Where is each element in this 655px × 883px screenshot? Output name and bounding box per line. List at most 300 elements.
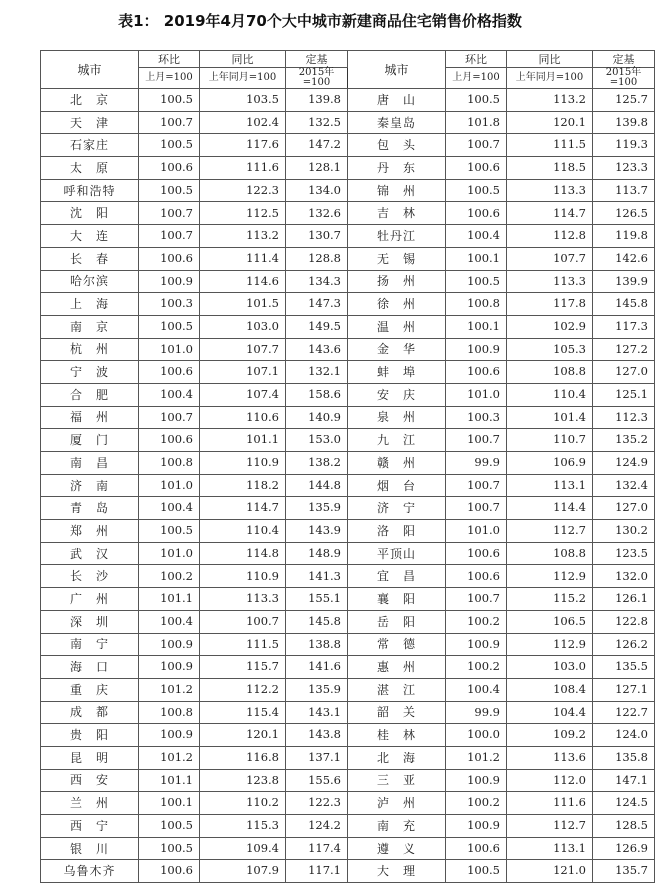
left-mom-cell: 101.0 — [139, 338, 200, 361]
left-base-cell: 143.9 — [286, 520, 348, 543]
table-row — [41, 225, 655, 248]
right-base-cell: 139.9 — [593, 270, 655, 293]
table-row — [41, 837, 655, 860]
left-mom-cell: 100.7 — [139, 202, 200, 225]
right-base-cell: 125.1 — [593, 383, 655, 406]
header-base-sub-right: 2015年=100 — [593, 68, 655, 89]
right-base-cell: 112.3 — [593, 406, 655, 429]
right-base-cell: 113.7 — [593, 179, 655, 202]
left-base-cell: 138.8 — [286, 633, 348, 656]
right-yoy-cell: 118.5 — [507, 157, 593, 180]
right-yoy-cell: 109.2 — [507, 724, 593, 747]
left-mom-cell: 100.5 — [139, 179, 200, 202]
right-mom-cell: 100.3 — [446, 406, 507, 429]
left-yoy-cell: 102.4 — [200, 111, 286, 134]
right-city-cell: 安 庆 — [348, 383, 446, 406]
left-base-cell: 134.3 — [286, 270, 348, 293]
right-base-cell: 127.0 — [593, 497, 655, 520]
right-mom-cell: 99.9 — [446, 452, 507, 475]
left-base-cell: 155.6 — [286, 769, 348, 792]
right-yoy-cell: 108.8 — [507, 361, 593, 384]
right-city-cell: 唐 山 — [348, 89, 446, 112]
right-mom-cell: 100.6 — [446, 157, 507, 180]
left-base-cell: 135.9 — [286, 497, 348, 520]
right-city-cell: 包 头 — [348, 134, 446, 157]
left-yoy-cell: 115.4 — [200, 701, 286, 724]
right-base-cell: 122.7 — [593, 701, 655, 724]
left-mom-cell: 100.6 — [139, 247, 200, 270]
right-base-cell: 122.8 — [593, 610, 655, 633]
table-row — [41, 452, 655, 475]
left-mom-cell: 100.9 — [139, 724, 200, 747]
left-yoy-cell: 118.2 — [200, 474, 286, 497]
left-mom-cell: 100.5 — [139, 520, 200, 543]
right-mom-cell: 100.7 — [446, 497, 507, 520]
left-base-cell: 138.2 — [286, 452, 348, 475]
left-yoy-cell: 123.8 — [200, 769, 286, 792]
left-city-cell: 厦 门 — [41, 429, 139, 452]
table-row — [41, 678, 655, 701]
left-base-cell: 149.5 — [286, 315, 348, 338]
left-mom-cell: 100.7 — [139, 406, 200, 429]
left-mom-cell: 100.9 — [139, 656, 200, 679]
right-mom-cell: 100.9 — [446, 815, 507, 838]
left-city-cell: 郑 州 — [41, 520, 139, 543]
right-mom-cell: 100.7 — [446, 429, 507, 452]
right-mom-cell: 100.4 — [446, 225, 507, 248]
page-title: 表1： 2019年4月70个大中城市新建商品住宅销售价格指数 — [118, 12, 522, 30]
header-yoy-sub: 上年同月=100 — [200, 68, 286, 89]
table-row — [41, 565, 655, 588]
right-mom-cell: 100.2 — [446, 656, 507, 679]
right-yoy-cell: 114.7 — [507, 202, 593, 225]
left-mom-cell: 100.6 — [139, 157, 200, 180]
left-base-cell: 132.5 — [286, 111, 348, 134]
right-city-cell: 桂 林 — [348, 724, 446, 747]
left-mom-cell: 100.4 — [139, 497, 200, 520]
left-yoy-cell: 115.7 — [200, 656, 286, 679]
right-base-cell: 135.8 — [593, 746, 655, 769]
left-city-cell: 宁 波 — [41, 361, 139, 384]
right-mom-cell: 100.7 — [446, 134, 507, 157]
left-mom-cell: 101.2 — [139, 678, 200, 701]
right-yoy-cell: 112.9 — [507, 565, 593, 588]
right-yoy-cell: 120.1 — [507, 111, 593, 134]
header-base-sub: 2015年=100 — [286, 68, 348, 89]
right-mom-cell: 100.8 — [446, 293, 507, 316]
left-mom-cell: 100.9 — [139, 270, 200, 293]
right-city-cell: 韶 关 — [348, 701, 446, 724]
left-yoy-cell: 111.6 — [200, 157, 286, 180]
left-mom-cell: 101.0 — [139, 474, 200, 497]
left-city-cell: 长 沙 — [41, 565, 139, 588]
table-row — [41, 497, 655, 520]
header-mom: 环比 — [139, 51, 200, 68]
left-base-cell: 128.8 — [286, 247, 348, 270]
right-yoy-cell: 115.2 — [507, 588, 593, 611]
left-city-cell: 青 岛 — [41, 497, 139, 520]
right-yoy-cell: 113.1 — [507, 837, 593, 860]
left-city-cell: 上 海 — [41, 293, 139, 316]
right-base-cell: 135.7 — [593, 860, 655, 883]
right-mom-cell: 100.1 — [446, 315, 507, 338]
right-city-cell: 平顶山 — [348, 542, 446, 565]
left-city-cell: 石家庄 — [41, 134, 139, 157]
left-mom-cell: 100.4 — [139, 610, 200, 633]
left-city-cell: 济 南 — [41, 474, 139, 497]
left-city-cell: 北 京 — [41, 89, 139, 112]
left-city-cell: 西 安 — [41, 769, 139, 792]
left-base-cell: 158.6 — [286, 383, 348, 406]
left-city-cell: 银 川 — [41, 837, 139, 860]
left-yoy-cell: 110.4 — [200, 520, 286, 543]
table-row — [41, 815, 655, 838]
table-row — [41, 724, 655, 747]
left-yoy-cell: 101.5 — [200, 293, 286, 316]
right-city-cell: 宜 昌 — [348, 565, 446, 588]
right-yoy-cell: 106.9 — [507, 452, 593, 475]
right-mom-cell: 100.5 — [446, 860, 507, 883]
table-row — [41, 610, 655, 633]
table-row — [41, 134, 655, 157]
left-yoy-cell: 110.2 — [200, 792, 286, 815]
right-mom-cell: 100.7 — [446, 588, 507, 611]
right-city-cell: 徐 州 — [348, 293, 446, 316]
right-base-cell: 139.8 — [593, 111, 655, 134]
right-city-cell: 北 海 — [348, 746, 446, 769]
left-yoy-cell: 107.4 — [200, 383, 286, 406]
right-city-cell: 烟 台 — [348, 474, 446, 497]
left-city-cell: 兰 州 — [41, 792, 139, 815]
right-base-cell: 126.1 — [593, 588, 655, 611]
left-city-cell: 沈 阳 — [41, 202, 139, 225]
right-mom-cell: 101.8 — [446, 111, 507, 134]
right-base-cell: 135.2 — [593, 429, 655, 452]
right-city-cell: 吉 林 — [348, 202, 446, 225]
right-mom-cell: 100.6 — [446, 361, 507, 384]
right-yoy-cell: 113.1 — [507, 474, 593, 497]
left-yoy-cell: 113.2 — [200, 225, 286, 248]
table-row — [41, 270, 655, 293]
left-yoy-cell: 100.7 — [200, 610, 286, 633]
left-city-cell: 天 津 — [41, 111, 139, 134]
left-base-cell: 143.8 — [286, 724, 348, 747]
right-base-cell: 145.8 — [593, 293, 655, 316]
left-yoy-cell: 107.1 — [200, 361, 286, 384]
right-city-cell: 无 锡 — [348, 247, 446, 270]
table-row — [41, 338, 655, 361]
right-base-cell: 126.9 — [593, 837, 655, 860]
left-base-cell: 143.6 — [286, 338, 348, 361]
right-base-cell: 147.1 — [593, 769, 655, 792]
header-base-right: 定基 — [593, 51, 655, 68]
left-base-cell: 132.6 — [286, 202, 348, 225]
left-base-cell: 128.1 — [286, 157, 348, 180]
right-city-cell: 九 江 — [348, 429, 446, 452]
right-city-cell: 扬 州 — [348, 270, 446, 293]
left-base-cell: 144.8 — [286, 474, 348, 497]
table-row — [41, 315, 655, 338]
right-mom-cell: 100.6 — [446, 837, 507, 860]
right-mom-cell: 101.0 — [446, 520, 507, 543]
right-base-cell: 128.5 — [593, 815, 655, 838]
header-mom-right: 环比 — [446, 51, 507, 68]
left-base-cell: 153.0 — [286, 429, 348, 452]
table-row — [41, 179, 655, 202]
left-yoy-cell: 115.3 — [200, 815, 286, 838]
left-city-cell: 广 州 — [41, 588, 139, 611]
left-mom-cell: 100.3 — [139, 293, 200, 316]
right-yoy-cell: 117.8 — [507, 293, 593, 316]
table-row — [41, 520, 655, 543]
right-yoy-cell: 113.3 — [507, 179, 593, 202]
left-city-cell: 昆 明 — [41, 746, 139, 769]
left-mom-cell: 100.5 — [139, 89, 200, 112]
left-mom-cell: 100.5 — [139, 837, 200, 860]
right-yoy-cell: 113.2 — [507, 89, 593, 112]
left-mom-cell: 100.6 — [139, 361, 200, 384]
right-yoy-cell: 103.0 — [507, 656, 593, 679]
left-city-cell: 南 京 — [41, 315, 139, 338]
left-base-cell: 122.3 — [286, 792, 348, 815]
left-yoy-cell: 112.5 — [200, 202, 286, 225]
left-mom-cell: 100.1 — [139, 792, 200, 815]
right-yoy-cell: 113.3 — [507, 270, 593, 293]
left-city-cell: 武 汉 — [41, 542, 139, 565]
left-mom-cell: 100.5 — [139, 134, 200, 157]
right-yoy-cell: 111.5 — [507, 134, 593, 157]
left-base-cell: 132.1 — [286, 361, 348, 384]
right-mom-cell: 100.2 — [446, 792, 507, 815]
right-city-cell: 大 理 — [348, 860, 446, 883]
left-city-cell: 南 宁 — [41, 633, 139, 656]
right-yoy-cell: 112.9 — [507, 633, 593, 656]
right-yoy-cell: 112.0 — [507, 769, 593, 792]
right-base-cell: 124.9 — [593, 452, 655, 475]
right-yoy-cell: 106.5 — [507, 610, 593, 633]
right-mom-cell: 100.4 — [446, 678, 507, 701]
right-yoy-cell: 113.6 — [507, 746, 593, 769]
price-index-table — [40, 50, 655, 883]
left-mom-cell: 101.2 — [139, 746, 200, 769]
right-yoy-cell: 111.6 — [507, 792, 593, 815]
left-base-cell: 141.6 — [286, 656, 348, 679]
right-mom-cell: 100.2 — [446, 610, 507, 633]
right-city-cell: 南 充 — [348, 815, 446, 838]
left-yoy-cell: 114.7 — [200, 497, 286, 520]
left-mom-cell: 101.1 — [139, 588, 200, 611]
left-city-cell: 深 圳 — [41, 610, 139, 633]
right-yoy-cell: 102.9 — [507, 315, 593, 338]
right-city-cell: 泸 州 — [348, 792, 446, 815]
table-row — [41, 293, 655, 316]
right-yoy-cell: 101.4 — [507, 406, 593, 429]
table-row — [41, 656, 655, 679]
table-row — [41, 542, 655, 565]
left-mom-cell: 100.6 — [139, 860, 200, 883]
left-yoy-cell: 107.7 — [200, 338, 286, 361]
left-city-cell: 南 昌 — [41, 452, 139, 475]
left-base-cell: 130.7 — [286, 225, 348, 248]
right-mom-cell: 100.9 — [446, 633, 507, 656]
right-yoy-cell: 104.4 — [507, 701, 593, 724]
left-base-cell: 140.9 — [286, 406, 348, 429]
right-mom-cell: 101.0 — [446, 383, 507, 406]
left-mom-cell: 101.0 — [139, 542, 200, 565]
right-yoy-cell: 107.7 — [507, 247, 593, 270]
left-base-cell: 135.9 — [286, 678, 348, 701]
header-city-right: 城市 — [348, 51, 446, 89]
left-mom-cell: 100.2 — [139, 565, 200, 588]
table-row — [41, 111, 655, 134]
right-base-cell: 130.2 — [593, 520, 655, 543]
left-yoy-cell: 109.4 — [200, 837, 286, 860]
right-yoy-cell: 110.4 — [507, 383, 593, 406]
right-base-cell: 123.3 — [593, 157, 655, 180]
left-city-cell: 长 春 — [41, 247, 139, 270]
left-base-cell: 117.4 — [286, 837, 348, 860]
left-yoy-cell: 116.8 — [200, 746, 286, 769]
right-mom-cell: 100.0 — [446, 724, 507, 747]
right-base-cell: 124.5 — [593, 792, 655, 815]
table-row — [41, 429, 655, 452]
right-mom-cell: 100.5 — [446, 179, 507, 202]
right-city-cell: 赣 州 — [348, 452, 446, 475]
left-mom-cell: 100.5 — [139, 815, 200, 838]
left-base-cell: 155.1 — [286, 588, 348, 611]
left-city-cell: 合 肥 — [41, 383, 139, 406]
table-row — [41, 383, 655, 406]
table-row — [41, 202, 655, 225]
right-base-cell: 119.8 — [593, 225, 655, 248]
right-mom-cell: 100.5 — [446, 89, 507, 112]
table-row — [41, 247, 655, 270]
right-mom-cell: 100.6 — [446, 542, 507, 565]
right-base-cell: 126.5 — [593, 202, 655, 225]
right-city-cell: 金 华 — [348, 338, 446, 361]
left-base-cell: 117.1 — [286, 860, 348, 883]
table-row — [41, 769, 655, 792]
left-city-cell: 杭 州 — [41, 338, 139, 361]
right-mom-cell: 101.2 — [446, 746, 507, 769]
table-row — [41, 860, 655, 883]
right-city-cell: 襄 阳 — [348, 588, 446, 611]
left-base-cell: 124.2 — [286, 815, 348, 838]
header-city: 城市 — [41, 51, 139, 89]
right-city-cell: 丹 东 — [348, 157, 446, 180]
left-base-cell: 148.9 — [286, 542, 348, 565]
right-city-cell: 秦皇岛 — [348, 111, 446, 134]
left-mom-cell: 100.7 — [139, 225, 200, 248]
left-mom-cell: 100.9 — [139, 633, 200, 656]
table-row — [41, 406, 655, 429]
header-mom-sub-right: 上月=100 — [446, 68, 507, 89]
right-base-cell: 132.0 — [593, 565, 655, 588]
right-base-cell: 127.1 — [593, 678, 655, 701]
left-mom-cell: 100.5 — [139, 315, 200, 338]
right-base-cell: 117.3 — [593, 315, 655, 338]
right-base-cell: 125.7 — [593, 89, 655, 112]
table-row — [41, 361, 655, 384]
left-city-cell: 呼和浩特 — [41, 179, 139, 202]
right-mom-cell: 100.6 — [446, 202, 507, 225]
table-row — [41, 746, 655, 769]
left-yoy-cell: 117.6 — [200, 134, 286, 157]
header-base: 定基 — [286, 51, 348, 68]
left-mom-cell: 100.6 — [139, 429, 200, 452]
right-mom-cell: 100.9 — [446, 769, 507, 792]
right-base-cell: 135.5 — [593, 656, 655, 679]
left-yoy-cell: 110.9 — [200, 565, 286, 588]
left-yoy-cell: 101.1 — [200, 429, 286, 452]
left-city-cell: 重 庆 — [41, 678, 139, 701]
table-row — [41, 633, 655, 656]
left-city-cell: 福 州 — [41, 406, 139, 429]
left-yoy-cell: 114.6 — [200, 270, 286, 293]
right-base-cell: 127.2 — [593, 338, 655, 361]
right-mom-cell: 100.6 — [446, 565, 507, 588]
left-city-cell: 乌鲁木齐 — [41, 860, 139, 883]
right-city-cell: 湛 江 — [348, 678, 446, 701]
left-base-cell: 139.8 — [286, 89, 348, 112]
right-mom-cell: 99.9 — [446, 701, 507, 724]
header-yoy-sub-right: 上年同月=100 — [507, 68, 593, 89]
right-yoy-cell: 112.7 — [507, 520, 593, 543]
left-base-cell: 137.1 — [286, 746, 348, 769]
right-city-cell: 锦 州 — [348, 179, 446, 202]
right-city-cell: 岳 阳 — [348, 610, 446, 633]
right-mom-cell: 100.5 — [446, 270, 507, 293]
table-row — [41, 792, 655, 815]
right-yoy-cell: 110.7 — [507, 429, 593, 452]
left-mom-cell: 100.8 — [139, 452, 200, 475]
right-city-cell: 洛 阳 — [348, 520, 446, 543]
left-city-cell: 大 连 — [41, 225, 139, 248]
left-yoy-cell: 122.3 — [200, 179, 286, 202]
right-mom-cell: 100.7 — [446, 474, 507, 497]
right-base-cell: 127.0 — [593, 361, 655, 384]
left-city-cell: 贵 阳 — [41, 724, 139, 747]
right-yoy-cell: 112.8 — [507, 225, 593, 248]
left-base-cell: 145.8 — [286, 610, 348, 633]
right-yoy-cell: 105.3 — [507, 338, 593, 361]
header-yoy: 同比 — [200, 51, 286, 68]
right-base-cell: 142.6 — [593, 247, 655, 270]
right-city-cell: 常 德 — [348, 633, 446, 656]
table-row — [41, 701, 655, 724]
table-row — [41, 588, 655, 611]
left-city-cell: 太 原 — [41, 157, 139, 180]
right-base-cell: 124.0 — [593, 724, 655, 747]
right-city-cell: 牡丹江 — [348, 225, 446, 248]
right-city-cell: 温 州 — [348, 315, 446, 338]
left-yoy-cell: 110.6 — [200, 406, 286, 429]
table-row — [41, 474, 655, 497]
right-yoy-cell: 112.7 — [507, 815, 593, 838]
left-base-cell: 141.3 — [286, 565, 348, 588]
right-yoy-cell: 108.4 — [507, 678, 593, 701]
left-base-cell: 147.2 — [286, 134, 348, 157]
left-yoy-cell: 103.5 — [200, 89, 286, 112]
table-row — [41, 157, 655, 180]
header-mom-sub: 上月=100 — [139, 68, 200, 89]
left-base-cell: 147.3 — [286, 293, 348, 316]
left-mom-cell: 100.4 — [139, 383, 200, 406]
table-body — [41, 89, 655, 883]
right-mom-cell: 100.9 — [446, 338, 507, 361]
left-yoy-cell: 111.4 — [200, 247, 286, 270]
right-base-cell: 123.5 — [593, 542, 655, 565]
